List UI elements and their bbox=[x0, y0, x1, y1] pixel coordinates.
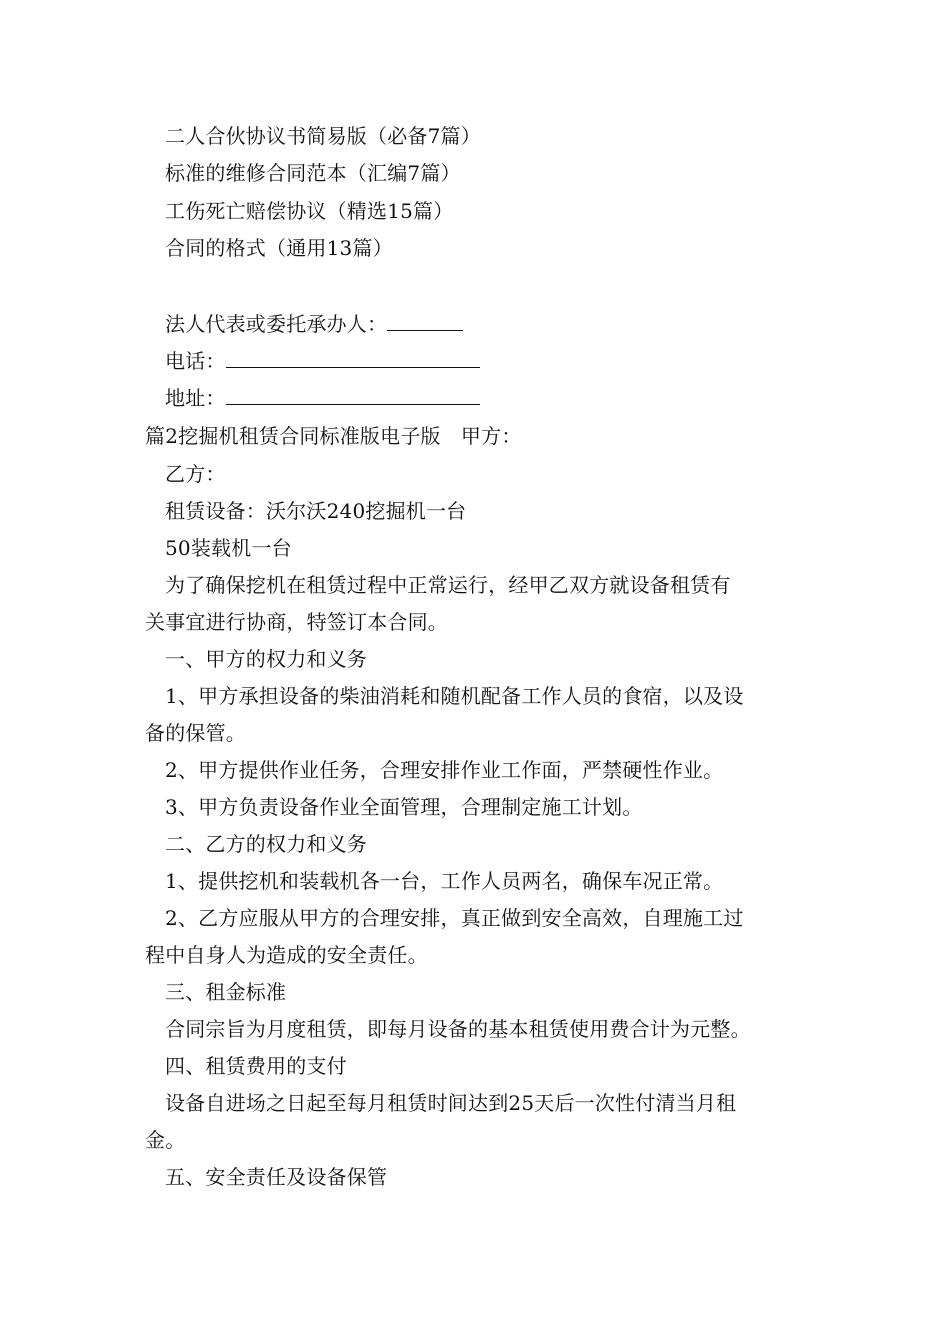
related-link-3[interactable]: 工伤死亡赔偿协议（精选15篇） bbox=[165, 199, 454, 223]
s2-item-1: 1、提供挖机和装载机各一台，工作人员两名，确保车况正常。 bbox=[165, 869, 724, 893]
phone-blank bbox=[226, 349, 480, 368]
representative-blank bbox=[387, 312, 463, 331]
related-link-1[interactable]: 二人合伙协议书简易版（必备7篇） bbox=[165, 124, 481, 148]
section-5-title: 五、安全责任及设备保管 bbox=[165, 1165, 388, 1189]
intro-line-1: 为了确保挖机在租赁过程中正常运行，经甲乙双方就设备租赁有 bbox=[165, 573, 731, 597]
intro-line-2: 关事宜进行协商，特签订本合同。 bbox=[145, 610, 448, 634]
s1-item-2: 2、甲方提供作业任务，合理安排作业工作面，严禁硬性作业。 bbox=[165, 758, 724, 782]
address-label: 地址： bbox=[165, 386, 226, 410]
related-link-2[interactable]: 标准的维修合同范本（汇编7篇） bbox=[165, 161, 461, 185]
phone-label: 电话： bbox=[165, 349, 226, 373]
s2-item-2-line-2: 程中自身人为造成的安全责任。 bbox=[145, 943, 428, 967]
s1-item-3: 3、甲方负责设备作业全面管理，合理制定施工计划。 bbox=[165, 795, 643, 819]
address-line bbox=[165, 384, 480, 412]
phone-line bbox=[165, 347, 480, 375]
s1-item-1-line-1: 1、甲方承担设备的柴油消耗和随机配备工作人员的食宿，以及设 bbox=[165, 684, 744, 708]
s4-line-2: 金。 bbox=[145, 1128, 186, 1152]
equipment-line-2: 50装载机一台 bbox=[165, 536, 292, 560]
s3-text: 合同宗旨为月度租赁，即每月设备的基本租赁使用费合计为元整。 bbox=[165, 1017, 751, 1041]
s2-item-2-line-1: 2、乙方应服从甲方的合理安排，真正做到安全高效，自理施工过 bbox=[165, 906, 744, 930]
section-1-title: 一、甲方的权力和义务 bbox=[165, 647, 367, 671]
related-link-4[interactable]: 合同的格式（通用13篇） bbox=[165, 236, 393, 260]
representative-label: 法人代表或委托承办人： bbox=[165, 312, 388, 336]
address-blank bbox=[226, 386, 480, 405]
equipment-line-1: 租赁设备：沃尔沃240挖掘机一台 bbox=[165, 499, 467, 523]
section-4-title: 四、租赁费用的支付 bbox=[165, 1054, 347, 1078]
contract-heading: 篇2挖掘机租赁合同标准版电子版 甲方： bbox=[145, 424, 522, 448]
section-2-title: 二、乙方的权力和义务 bbox=[165, 832, 367, 856]
party-b: 乙方： bbox=[165, 462, 226, 486]
s1-item-1-line-2: 备的保管。 bbox=[145, 721, 246, 745]
representative-line bbox=[165, 310, 463, 338]
s4-line-1: 设备自进场之日起至每月租赁时间达到25天后一次性付清当月租 bbox=[165, 1091, 737, 1115]
section-3-title: 三、租金标准 bbox=[165, 980, 287, 1004]
